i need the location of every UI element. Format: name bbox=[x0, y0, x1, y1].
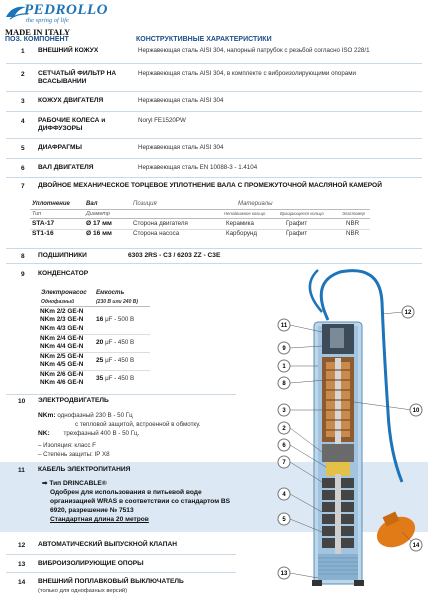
row-1-desc: Нержавеющая сталь AISI 304, напорный патрубок с резьбой согласно ISO 228/1 bbox=[138, 47, 370, 54]
s7-r1-type: STA-17 bbox=[32, 220, 55, 227]
s11-length: Стандартная длина 20 метров bbox=[50, 516, 149, 523]
s10-protection: – Степень защиты: IP X8 bbox=[38, 451, 110, 458]
s10-nk: NK: трехфазный 400 В - 50 Гц. bbox=[38, 430, 140, 437]
svg-text:5: 5 bbox=[282, 517, 286, 523]
svg-text:8: 8 bbox=[282, 381, 286, 387]
s11-type: ➡ Тип DRINCABLE® bbox=[42, 480, 107, 487]
s7-r2-stat: Карборунд bbox=[226, 230, 257, 237]
s14-title: ВНЕШНИЙ ПОПЛАВКОВЫЙ ВЫКЛЮЧАТЕЛЬ bbox=[38, 578, 184, 585]
s9-model: NKm 2/5 GE-N bbox=[40, 353, 84, 360]
svg-text:7: 7 bbox=[282, 460, 286, 466]
s7-r2-diam: Ø 16 мм bbox=[86, 230, 112, 237]
s10-title: ЭЛЕКТРОДВИГАТЕЛЬ bbox=[38, 397, 109, 404]
s7-r2-pos: Сторона насоса bbox=[133, 230, 180, 237]
svg-text:10: 10 bbox=[412, 408, 420, 414]
row-5-name: ДИАФРАГМЫ bbox=[38, 144, 82, 151]
row-6-desc: Нержавеющая сталь EN 10088-3 - 1.4104 bbox=[138, 164, 258, 171]
svg-text:3: 3 bbox=[282, 408, 286, 414]
s7-sub-diameter: Диаметр bbox=[86, 211, 110, 217]
svg-text:11: 11 bbox=[280, 323, 288, 329]
s7-r2-rot: Графит bbox=[286, 230, 308, 237]
s9-model: NKm 4/3 GE-N bbox=[40, 324, 84, 332]
s9-title: КОНДЕНСАТОР bbox=[38, 270, 89, 277]
svg-text:14: 14 bbox=[412, 543, 420, 549]
row-4-desc: Noryl FE1520PW bbox=[138, 117, 186, 124]
s7-r2-elast: NBR bbox=[346, 230, 360, 237]
row-5-number: 5 bbox=[21, 145, 25, 152]
s7-r1-stat: Керамика bbox=[226, 220, 254, 227]
row-4-number: 4 bbox=[21, 118, 25, 125]
row-2-number: 2 bbox=[21, 71, 25, 78]
s9-head-capacity: Емкость bbox=[96, 289, 125, 296]
brand-tagline: the spring of life bbox=[26, 17, 69, 24]
s7-r1-elast: NBR bbox=[346, 220, 360, 227]
s11-permit: 6920, разрешение № 7513 bbox=[50, 507, 134, 514]
svg-text:6: 6 bbox=[282, 443, 286, 449]
s7-number: 7 bbox=[21, 183, 25, 190]
svg-text:12: 12 bbox=[404, 310, 412, 316]
s7-title: ДВОЙНОЕ МЕХАНИЧЕСКОЕ ТОРЦЕВОЕ УПЛОТНЕНИЕ ВАЛА С ПРОМЕЖУТОЧНОЙ МАСЛЯНОЙ КАМЕРОЙ bbox=[38, 182, 382, 189]
s9-model: NKm 4/6 GE-N bbox=[40, 379, 84, 387]
s10-nkm-2: с тепловой защитой, встроенной в обмотку. bbox=[75, 421, 201, 428]
svg-text:4: 4 bbox=[282, 492, 286, 498]
row-3-desc: Нержавеющая сталь AISI 304 bbox=[138, 97, 224, 104]
s9-head-pump: Электронасос bbox=[41, 289, 87, 296]
header-pos-component: ПОЗ. КОМПОНЕНТ bbox=[5, 36, 69, 43]
s8-number: 8 bbox=[21, 253, 25, 260]
s9-cap-3: 25 μF - 450 В bbox=[96, 357, 135, 364]
s7-r1-pos: Сторона двигателя bbox=[133, 220, 188, 227]
row-6-name: ВАЛ ДВИГАТЕЛЯ bbox=[38, 164, 94, 171]
s10-insulation: – Изоляция: класс F bbox=[38, 442, 96, 449]
s11-title: КАБЕЛЬ ЭЛЕКТРОПИТАНИЯ bbox=[38, 466, 131, 473]
row-3-number: 3 bbox=[21, 98, 25, 105]
s14-note: (только для однофазных версий) bbox=[38, 588, 128, 594]
s12-number: 12 bbox=[18, 542, 26, 549]
row-3-name: КОЖУХ ДВИГАТЕЛЯ bbox=[38, 97, 104, 104]
pump-cutaway-illustration bbox=[270, 262, 428, 594]
row-1-number: 1 bbox=[21, 48, 25, 55]
s7-sub-stationary: Неподвижное кольцо bbox=[224, 211, 266, 216]
s12-title: АВТОМАТИЧЕСКИЙ ВЫПУСКНОЙ КЛАПАН bbox=[38, 541, 177, 548]
s9-model: NKm 2/2 GE-N bbox=[40, 308, 84, 315]
s9-cap-4: 35 μF - 450 В bbox=[96, 375, 135, 382]
s10-nkm: NKm: однофазный 230 В - 50 Гц bbox=[38, 412, 133, 419]
svg-text:1: 1 bbox=[282, 364, 286, 370]
s7-sub-type: Тип bbox=[32, 211, 42, 217]
svg-text:2: 2 bbox=[282, 426, 286, 432]
s11-approved: Одобрен для использования в питьевой воде bbox=[50, 489, 202, 496]
row-6-number: 6 bbox=[21, 165, 25, 172]
s7-r2-type: ST1-16 bbox=[32, 230, 54, 237]
row-2-name: СЕТЧАТЫЙ ФИЛЬТР НА ВСАСЫВАНИИ bbox=[38, 70, 117, 85]
s7-sub-elastomer: Эластомер bbox=[342, 211, 365, 216]
s7-head-materials: Материалы bbox=[238, 201, 273, 207]
s9-model: NKm 4/4 GE-N bbox=[40, 343, 84, 351]
s7-r1-diam: Ø 17 мм bbox=[86, 220, 112, 227]
s14-number: 14 bbox=[18, 579, 26, 586]
row-4-name: РАБОЧИЕ КОЛЕСА и ДИФФУЗОРЫ bbox=[38, 117, 106, 132]
s9-cap-1: 16 μF - 500 В bbox=[96, 316, 135, 323]
s13-title: ВИБРОИЗОЛИРУЮЩИЕ ОПОРЫ bbox=[38, 560, 144, 567]
header-construct: КОНСТРУКТИВНЫЕ ХАРАКТЕРИСТИКИ bbox=[136, 36, 272, 43]
svg-text:13: 13 bbox=[280, 571, 288, 577]
s7-sub-rotating: Вращающееся кольцо bbox=[280, 211, 324, 216]
s9-number: 9 bbox=[21, 271, 25, 278]
s7-head-shaft: Вал bbox=[86, 201, 98, 207]
s8-title: ПОДШИПНИКИ bbox=[38, 252, 87, 259]
s9-cap-2: 20 μF - 450 В bbox=[96, 339, 135, 346]
s9-model: NKm 2/6 GE-N bbox=[40, 371, 84, 378]
s9-sub-voltage: (230 В или 240 В) bbox=[96, 299, 139, 305]
s9-model: NKm 2/4 GE-N bbox=[40, 335, 84, 342]
brand-name: PEDROLLO bbox=[24, 2, 108, 18]
s9-sub-single: Однофазный bbox=[41, 299, 75, 305]
s9-model: NKm 4/5 GE-N bbox=[40, 361, 84, 369]
s11-number: 11 bbox=[18, 467, 25, 474]
svg-text:9: 9 bbox=[282, 346, 286, 352]
row-2-desc: Нержавеющая сталь AISI 304, в комплекте с виброизолирующими опорами bbox=[138, 70, 356, 77]
row-1-name: ВНЕШНИЙ КОЖУХ bbox=[38, 47, 99, 54]
s7-r1-rot: Графит bbox=[286, 220, 308, 227]
s7-head-seal: Уплотнение bbox=[32, 201, 70, 207]
s8-value: 6303 2RS - C3 / 6203 ZZ - C3E bbox=[128, 252, 221, 259]
s13-number: 13 bbox=[18, 561, 26, 568]
callout-right bbox=[402, 306, 422, 551]
s11-org: организацией WRAS в соответствии со стандартом BS bbox=[50, 498, 231, 505]
s9-model: NKm 2/3 GE-N bbox=[40, 316, 84, 324]
s10-number: 10 bbox=[18, 398, 26, 405]
callout-left bbox=[278, 319, 290, 579]
row-5-desc: Нержавеющая сталь AISI 304 bbox=[138, 144, 224, 151]
made-in-italy: MADE IN ITALY bbox=[5, 27, 71, 37]
s7-head-position: Позиция bbox=[133, 201, 157, 207]
